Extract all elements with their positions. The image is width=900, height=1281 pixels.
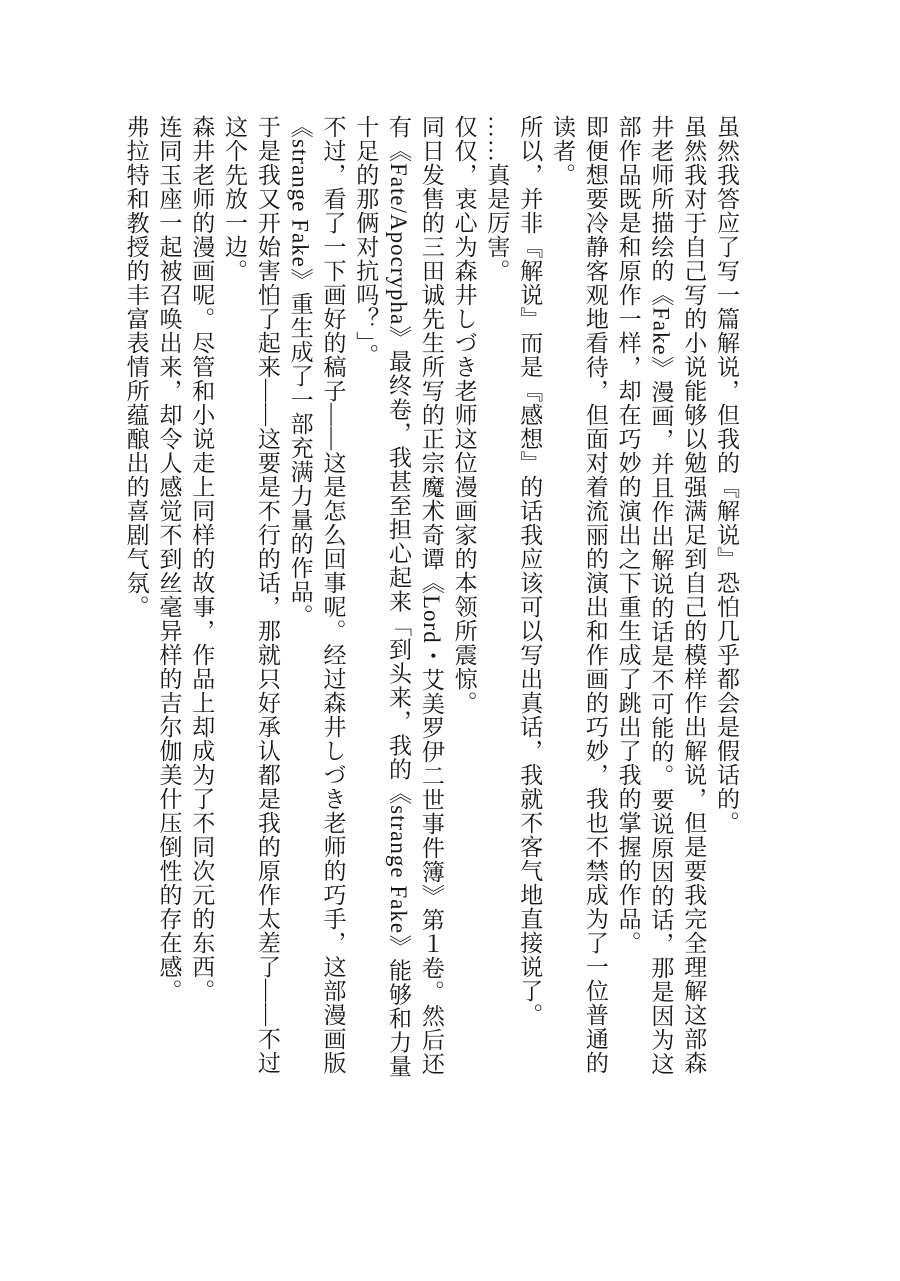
paragraph: 弗拉特和教授的丰富表情所蕴酿出的喜剧气氛。	[123, 115, 149, 619]
paragraph: 森井老师的漫画呢。尽管和小说走上同样的故事，作品上却成为了不同次元的东西。	[189, 115, 215, 1003]
paragraph: 即便想要冷静客观地看待，但面对着流丽的演出和作画的巧妙，我也不禁成为了一位普通的读者。	[550, 115, 608, 1075]
paragraph: 所以，并非『解说』而是『感想』的话我应该可以写出真话，我就不客气地直接说了。	[517, 115, 543, 1027]
paragraph: 连同玉座一起被召唤出来，却令人感觉不到丝毫异样的吉尔伽美什压倒性的存在感。	[156, 115, 182, 1003]
paragraph: 仅仅，衷心为森井しづき老师这位漫画家的本领所震惊。	[451, 115, 477, 715]
paragraph: 于是我又开始害怕了起来——这要是不行的话，那就只好承认都是我的原作太差了——不过这个先放一边。	[222, 115, 280, 1075]
paragraph: 同日发售的三田诚先生所写的正宗魔术奇谭《Lord・艾美罗伊二世事件簿》第１卷。然后还有《Fate/Apocrypha》最终卷，我甚至担心起来「到头来，我的《strange Fake》能够和力量十足的那俩对抗吗？」。	[353, 115, 444, 1079]
paragraph: 不过，看了一下画好的稿子——这是怎么回事呢。经过森井しづき老师的巧手，这部漫画版《strange Fake》重生成了一部充满力量的作品。	[287, 115, 346, 1075]
paragraph: 虽然我对于自己写的小说能够以勉强满足到自己的模样作出解说，但是要我完全理解这部森井老师所描绘的《Fake》漫画，并且作出解说的话是不可能的。要说原因的话，那是因为这部作品既是和原作一样，却在巧妙的演出之下重生成了跳出了我的掌握的作品。	[615, 115, 707, 1076]
paragraph: ……真是厉害。	[484, 115, 510, 283]
afterword-text-block	[119, 115, 742, 1093]
paragraph: 虽然我答应了写一篇解说，但我的『解说』恐怕几乎都会是假话的。	[714, 115, 739, 835]
